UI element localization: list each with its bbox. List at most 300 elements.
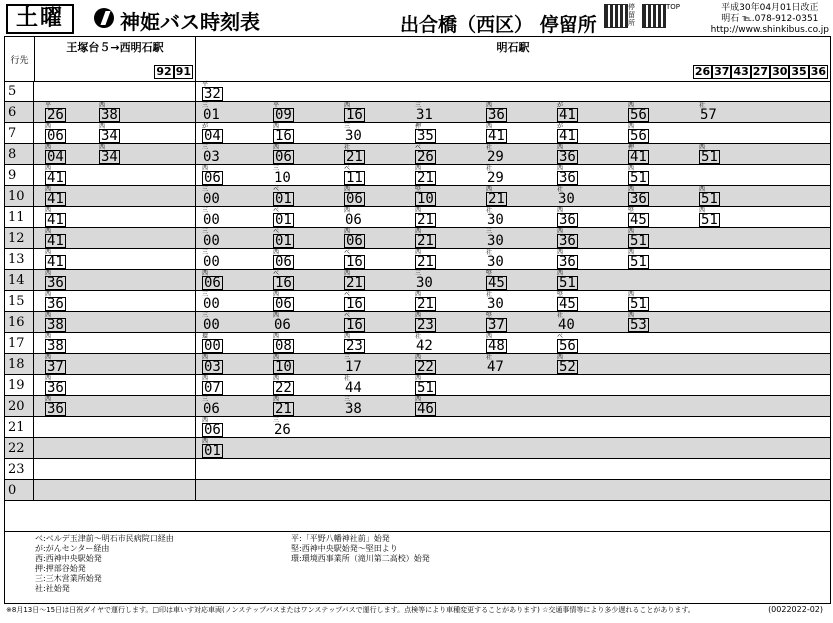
departure-minute: 36 bbox=[47, 275, 64, 291]
departure-minute: 26 bbox=[274, 422, 291, 438]
route-mark: 社 bbox=[486, 165, 493, 172]
hour-row bbox=[5, 270, 830, 291]
departure-minute: 35 bbox=[417, 128, 434, 144]
departure-minute: 42 bbox=[416, 338, 433, 354]
route-mark: 社 bbox=[486, 354, 493, 361]
col1-cell bbox=[35, 417, 196, 437]
route-mark: 西 bbox=[486, 186, 493, 193]
departure-minute: 16 bbox=[346, 296, 363, 312]
hour-label: 13 bbox=[5, 249, 34, 269]
route-mark: 西 bbox=[344, 270, 351, 277]
departure-minute: 16 bbox=[346, 254, 363, 270]
route-mark: 西 bbox=[45, 270, 52, 277]
departure-minute: 38 bbox=[47, 338, 64, 354]
route-mark: 社 bbox=[415, 333, 422, 340]
departure-minute: 30 bbox=[487, 296, 504, 312]
departure-minute: 00 bbox=[203, 296, 220, 312]
route-mark: 押 bbox=[415, 123, 422, 130]
departure-minute: 51 bbox=[701, 149, 718, 165]
qr-label-top: TOP bbox=[666, 3, 681, 11]
departure-minute: 00 bbox=[203, 254, 220, 270]
departure-minute: 36 bbox=[559, 149, 576, 165]
route-mark: 西 bbox=[273, 333, 280, 340]
route-mark: 西 bbox=[415, 228, 422, 235]
route-mark: 西 bbox=[699, 144, 706, 151]
departure-minute: 51 bbox=[701, 212, 718, 228]
route-mark: ベ bbox=[557, 333, 564, 340]
departure-minute: 06 bbox=[345, 212, 362, 228]
route-mark: 西 bbox=[557, 270, 564, 277]
route-mark: 西 bbox=[273, 249, 280, 256]
hour-label: 0 bbox=[5, 480, 34, 500]
departure-minute: 56 bbox=[559, 338, 576, 354]
route-mark: 西 bbox=[45, 249, 52, 256]
hour-label: 18 bbox=[5, 354, 34, 374]
departure-minute: 40 bbox=[558, 317, 575, 333]
departure-minute: 08 bbox=[275, 338, 292, 354]
route-mark: 平 bbox=[45, 102, 52, 109]
route-mark: 西 bbox=[202, 270, 209, 277]
departure-minute: 51 bbox=[559, 275, 576, 291]
route-mark: 平 bbox=[202, 81, 209, 88]
departure-minute: 38 bbox=[345, 401, 362, 417]
col2-destination: 明石駅 bbox=[496, 41, 530, 54]
legend-line: 環:環境西事業所（滝川第二高校）始発 bbox=[291, 554, 430, 563]
departure-minute: 01 bbox=[204, 443, 221, 459]
route-mark: 西 bbox=[99, 123, 106, 130]
route-number-badge: 91 bbox=[175, 65, 191, 78]
route-mark: ベ bbox=[415, 144, 422, 151]
departure-minute: 00 bbox=[203, 233, 220, 249]
route-mark: 西 bbox=[344, 186, 351, 193]
departure-minute: 00 bbox=[203, 191, 220, 207]
route-number-badge: 30 bbox=[772, 65, 788, 78]
departure-minute: 06 bbox=[204, 275, 221, 291]
col1-cell bbox=[35, 480, 196, 500]
col1-cell bbox=[35, 459, 196, 479]
route-mark: 西 bbox=[486, 102, 493, 109]
departure-minute: 22 bbox=[417, 359, 434, 375]
route-number-badge: 92 bbox=[156, 65, 172, 78]
departure-minute: 01 bbox=[275, 212, 292, 228]
departure-minute: 21 bbox=[417, 212, 434, 228]
departure-minute: 16 bbox=[275, 275, 292, 291]
route-mark: 三 bbox=[344, 354, 351, 361]
route-number-badge: 36 bbox=[810, 65, 826, 78]
route-mark: 西 bbox=[45, 291, 52, 298]
departure-minute: 21 bbox=[488, 191, 505, 207]
route-mark: 西 bbox=[202, 375, 209, 382]
departure-minute: 41 bbox=[47, 254, 64, 270]
document-code: (0022022-02) bbox=[768, 605, 823, 614]
route-mark: 社 bbox=[344, 144, 351, 151]
departure-minute: 41 bbox=[559, 128, 576, 144]
departure-minute: 01 bbox=[275, 233, 292, 249]
departure-minute: 45 bbox=[488, 275, 505, 291]
hour-row bbox=[5, 102, 830, 123]
departure-minute: 51 bbox=[630, 296, 647, 312]
route-mark: 三 bbox=[202, 228, 209, 235]
hour-row bbox=[5, 81, 830, 102]
route-mark: 西 bbox=[202, 165, 209, 172]
departure-minute: 36 bbox=[559, 170, 576, 186]
departure-minute: 03 bbox=[204, 359, 221, 375]
route-mark: 三 bbox=[202, 102, 209, 109]
route-mark: 西 bbox=[628, 165, 635, 172]
route-mark: 西 bbox=[273, 354, 280, 361]
departure-minute: 10 bbox=[274, 170, 291, 186]
departure-minute: 36 bbox=[559, 233, 576, 249]
departure-minute: 21 bbox=[275, 401, 292, 417]
departure-minute: 26 bbox=[47, 107, 64, 123]
departure-minute: 09 bbox=[275, 107, 292, 123]
row-header-label: 行先 bbox=[5, 37, 35, 81]
route-mark: 西 bbox=[628, 291, 635, 298]
departure-minute: 21 bbox=[346, 149, 363, 165]
departure-minute: 26 bbox=[417, 149, 434, 165]
departure-minute: 23 bbox=[346, 338, 363, 354]
route-mark: 西 bbox=[415, 207, 422, 214]
route-mark: 西 bbox=[557, 165, 564, 172]
route-mark: 西 bbox=[415, 312, 422, 319]
route-mark: 社 bbox=[486, 144, 493, 151]
departure-minute: 10 bbox=[275, 359, 292, 375]
departure-minute: 41 bbox=[47, 170, 64, 186]
route-mark: 社 bbox=[486, 207, 493, 214]
route-mark: 社 bbox=[486, 249, 493, 256]
hour-row bbox=[5, 459, 830, 480]
hour-label: 9 bbox=[5, 165, 34, 185]
departure-minute: 34 bbox=[101, 149, 118, 165]
departure-minute: 21 bbox=[417, 233, 434, 249]
hour-label: 21 bbox=[5, 417, 34, 437]
route-mark: 社 bbox=[486, 291, 493, 298]
hour-row bbox=[5, 207, 830, 228]
departure-minute: 41 bbox=[630, 149, 647, 165]
route-mark: 三 bbox=[415, 102, 422, 109]
hour-row bbox=[5, 396, 830, 417]
hour-label: 8 bbox=[5, 144, 34, 164]
hour-row bbox=[5, 165, 830, 186]
departure-minute: 06 bbox=[275, 149, 292, 165]
departure-minute: 36 bbox=[47, 296, 64, 312]
departure-minute: 17 bbox=[345, 359, 362, 375]
departure-minute: 21 bbox=[417, 170, 434, 186]
route-mark: 西 bbox=[45, 207, 52, 214]
hour-row bbox=[5, 249, 830, 270]
departure-minute: 45 bbox=[630, 212, 647, 228]
route-mark: ベ bbox=[344, 165, 351, 172]
route-mark: 三 bbox=[273, 417, 280, 424]
route-mark: 西 bbox=[45, 396, 52, 403]
departure-minute: 45 bbox=[559, 296, 576, 312]
route-mark: 堅 bbox=[628, 207, 635, 214]
route-mark: が bbox=[202, 123, 209, 130]
route-mark: 堅 bbox=[486, 270, 493, 277]
route-mark: 三 bbox=[202, 249, 209, 256]
qr-label-stop: 停留所 bbox=[628, 3, 635, 27]
departure-minute: 06 bbox=[275, 254, 292, 270]
departure-minute: 21 bbox=[417, 296, 434, 312]
hour-label: 16 bbox=[5, 312, 34, 332]
route-mark: 西 bbox=[344, 102, 351, 109]
route-number-badge: 37 bbox=[714, 65, 730, 78]
route-mark: が bbox=[557, 102, 564, 109]
departure-minute: 34 bbox=[101, 128, 118, 144]
hour-label: 20 bbox=[5, 396, 34, 416]
hour-label: 22 bbox=[5, 438, 34, 458]
route-mark: 三 bbox=[202, 207, 209, 214]
departure-minute: 38 bbox=[101, 107, 118, 123]
route-mark: 西 bbox=[628, 102, 635, 109]
departure-minute: 41 bbox=[488, 128, 505, 144]
route-mark: 西 bbox=[273, 396, 280, 403]
hour-row bbox=[5, 291, 830, 312]
route-mark: 西 bbox=[628, 186, 635, 193]
route-mark: 三 bbox=[415, 270, 422, 277]
route-mark: 西 bbox=[557, 207, 564, 214]
col2-header bbox=[196, 37, 830, 81]
hour-row bbox=[5, 312, 830, 333]
hour-row bbox=[5, 333, 830, 354]
route-mark: ベ bbox=[273, 186, 280, 193]
departure-minute: 21 bbox=[417, 254, 434, 270]
departure-minute: 06 bbox=[203, 401, 220, 417]
route-mark: 西 bbox=[557, 354, 564, 361]
hour-row bbox=[5, 228, 830, 249]
revision-info bbox=[711, 3, 829, 36]
route-mark: 西 bbox=[344, 333, 351, 340]
hour-label: 11 bbox=[5, 207, 34, 227]
footer-note: ※8月13日～15日は日祝ダイヤで運行します。□印は車いす対応車両(ノンステップバスまたはワンステップバスで運行します。点検等により車種変更することがあります) ☆交通事情等により多少遅れることがあります。 bbox=[6, 606, 695, 614]
route-mark: 西 bbox=[415, 165, 422, 172]
hour-label: 6 bbox=[5, 102, 34, 122]
route-mark: 西 bbox=[273, 375, 280, 382]
route-mark: 堅 bbox=[415, 186, 422, 193]
departure-minute: 00 bbox=[204, 338, 221, 354]
departure-minute: 37 bbox=[488, 317, 505, 333]
departure-minute: 03 bbox=[203, 149, 220, 165]
hour-label: 14 bbox=[5, 270, 34, 290]
hour-row bbox=[5, 480, 830, 501]
hour-row bbox=[5, 186, 830, 207]
route-mark: 西 bbox=[45, 123, 52, 130]
departure-minute: 32 bbox=[204, 86, 221, 102]
route-mark: ベ bbox=[344, 249, 351, 256]
route-mark: ベ bbox=[273, 228, 280, 235]
departure-minute: 51 bbox=[417, 380, 434, 396]
col1-route-numbers bbox=[154, 65, 193, 79]
route-mark: 西 bbox=[415, 354, 422, 361]
route-mark: 西 bbox=[45, 375, 52, 382]
departure-minute: 38 bbox=[47, 317, 64, 333]
hour-label: 15 bbox=[5, 291, 34, 311]
legend-line: 平:「平野八幡神社前」始発 bbox=[291, 534, 390, 543]
route-mark: 西 bbox=[557, 249, 564, 256]
hour-label: 23 bbox=[5, 459, 34, 479]
departure-minute: 23 bbox=[417, 317, 434, 333]
timetable-title: 神姫バス時刻表 bbox=[120, 10, 260, 34]
route-number-badge: 35 bbox=[791, 65, 807, 78]
departure-minute: 41 bbox=[559, 107, 576, 123]
legend-line: 堅:西神中央駅始発～堅田より bbox=[291, 544, 398, 553]
legend-line: 西:西神中央駅始発 bbox=[35, 554, 102, 563]
route-mark: 西 bbox=[202, 438, 209, 445]
departure-minute: 51 bbox=[630, 254, 647, 270]
route-number-badge: 26 bbox=[694, 65, 711, 78]
route-mark: 西 bbox=[628, 312, 635, 319]
departure-minute: 51 bbox=[701, 191, 718, 207]
col1-cell bbox=[35, 438, 196, 458]
route-mark: 西 bbox=[45, 333, 52, 340]
qr-code-icon[interactable] bbox=[604, 4, 628, 28]
departure-minute: 41 bbox=[47, 233, 64, 249]
departure-minute: 22 bbox=[275, 380, 292, 396]
departure-minute: 29 bbox=[487, 170, 504, 186]
hour-row bbox=[5, 123, 830, 144]
route-mark: 西 bbox=[45, 186, 52, 193]
revision-date: 平成30年04月01日改正 bbox=[721, 3, 819, 13]
route-mark: 西 bbox=[45, 354, 52, 361]
route-mark: 堅 bbox=[486, 312, 493, 319]
route-mark: 西 bbox=[344, 207, 351, 214]
hour-label: 19 bbox=[5, 375, 34, 395]
route-mark: 西 bbox=[557, 144, 564, 151]
departure-minute: 36 bbox=[47, 380, 64, 396]
route-mark: 西 bbox=[415, 249, 422, 256]
route-mark: 西 bbox=[699, 186, 706, 193]
departure-minute: 36 bbox=[47, 401, 64, 417]
timetable-grid bbox=[4, 36, 831, 532]
departure-minute: 11 bbox=[346, 170, 363, 186]
route-mark: 三 bbox=[273, 165, 280, 172]
departure-minute: 48 bbox=[488, 338, 505, 354]
route-mark: ベ bbox=[344, 312, 351, 319]
route-mark: 西 bbox=[273, 312, 280, 319]
departure-minute: 30 bbox=[416, 275, 433, 291]
legend-notes bbox=[4, 530, 831, 604]
departure-minute: 16 bbox=[275, 128, 292, 144]
route-mark: 社 bbox=[699, 102, 706, 109]
route-mark: 西 bbox=[45, 144, 52, 151]
departure-minute: 29 bbox=[487, 149, 504, 165]
route-mark: 西 bbox=[202, 417, 209, 424]
qr-code-icon[interactable] bbox=[642, 4, 666, 28]
legend-line: 押:押部谷始発 bbox=[35, 564, 86, 573]
departure-minute: 41 bbox=[47, 212, 64, 228]
hour-label: 7 bbox=[5, 123, 34, 143]
route-mark: 三 bbox=[486, 228, 493, 235]
col1-header bbox=[35, 37, 196, 81]
route-number-badge: 43 bbox=[733, 65, 749, 78]
departure-minute: 21 bbox=[346, 275, 363, 291]
route-mark: 三 bbox=[202, 312, 209, 319]
day-label: 土曜 bbox=[6, 4, 74, 34]
route-mark: 西 bbox=[415, 291, 422, 298]
hour-row bbox=[5, 354, 830, 375]
hour-label: 12 bbox=[5, 228, 34, 248]
route-mark: 三 bbox=[202, 186, 209, 193]
route-mark: 西 bbox=[415, 375, 422, 382]
route-mark: 西 bbox=[45, 312, 52, 319]
legend-line: が:がんセンター経由 bbox=[35, 544, 110, 553]
departure-minute: 07 bbox=[204, 380, 221, 396]
legend-line: ベ:ベルデ玉津前～明石市民病院口経由 bbox=[35, 534, 174, 543]
departure-minute: 04 bbox=[204, 128, 221, 144]
hour-label: 10 bbox=[5, 186, 34, 206]
departure-minute: 31 bbox=[416, 107, 433, 123]
route-mark: 西 bbox=[202, 354, 209, 361]
departure-minute: 30 bbox=[487, 233, 504, 249]
departure-minute: 16 bbox=[346, 107, 363, 123]
legend-left bbox=[35, 534, 174, 594]
route-mark: 環 bbox=[202, 333, 209, 340]
departure-minute: 37 bbox=[47, 359, 64, 375]
departure-minute: 57 bbox=[700, 107, 717, 123]
route-mark: 西 bbox=[628, 249, 635, 256]
route-mark: 西 bbox=[628, 123, 635, 130]
departure-minute: 56 bbox=[630, 128, 647, 144]
departure-minute: 36 bbox=[559, 212, 576, 228]
hour-row bbox=[5, 417, 830, 438]
route-mark: 西 bbox=[273, 291, 280, 298]
departure-minute: 44 bbox=[345, 380, 362, 396]
shinki-logo-icon bbox=[94, 8, 114, 28]
departure-minute: 06 bbox=[346, 191, 363, 207]
departure-minute: 46 bbox=[417, 401, 434, 417]
route-mark: が bbox=[557, 123, 564, 130]
departure-minute: 16 bbox=[346, 317, 363, 333]
hour-row bbox=[5, 375, 830, 396]
route-mark: 西 bbox=[99, 144, 106, 151]
departure-minute: 36 bbox=[630, 191, 647, 207]
office-phone: 明石 ℡.078-912-0351 bbox=[721, 14, 819, 24]
route-mark: 西 bbox=[99, 102, 106, 109]
route-number-badge: 27 bbox=[752, 65, 769, 78]
route-mark: ベ bbox=[273, 270, 280, 277]
departure-minute: 56 bbox=[630, 107, 647, 123]
route-mark: 西 bbox=[557, 228, 564, 235]
departure-minute: 30 bbox=[487, 254, 504, 270]
hour-row bbox=[5, 144, 830, 165]
departure-minute: 01 bbox=[275, 191, 292, 207]
departure-minute: 47 bbox=[487, 359, 504, 375]
departure-minute: 53 bbox=[630, 317, 647, 333]
departure-minute: 10 bbox=[417, 191, 434, 207]
website-url[interactable]: http://www.shinkibus.co.jp bbox=[710, 25, 829, 35]
route-mark: 社 bbox=[557, 312, 564, 319]
route-mark: 西 bbox=[45, 228, 52, 235]
departure-minute: 30 bbox=[487, 212, 504, 228]
hour-row bbox=[5, 438, 830, 459]
legend-line: 三:三木営業所始発 bbox=[35, 574, 102, 583]
departure-minute: 41 bbox=[47, 191, 64, 207]
departure-minute: 00 bbox=[203, 317, 220, 333]
page-header bbox=[0, 0, 833, 36]
route-mark: ベ bbox=[344, 291, 351, 298]
col1-destination: 王塚台５→西明石駅 bbox=[66, 41, 164, 54]
route-mark: 三 bbox=[344, 396, 351, 403]
departure-minute: 01 bbox=[203, 107, 220, 123]
route-mark: 社 bbox=[557, 186, 564, 193]
departure-minute: 30 bbox=[558, 191, 575, 207]
route-mark: 三 bbox=[202, 144, 209, 151]
route-mark: 西 bbox=[486, 333, 493, 340]
route-mark: 西 bbox=[628, 228, 635, 235]
route-mark: 三 bbox=[202, 291, 209, 298]
route-mark: 押 bbox=[628, 144, 635, 151]
column-header-row bbox=[5, 37, 830, 82]
